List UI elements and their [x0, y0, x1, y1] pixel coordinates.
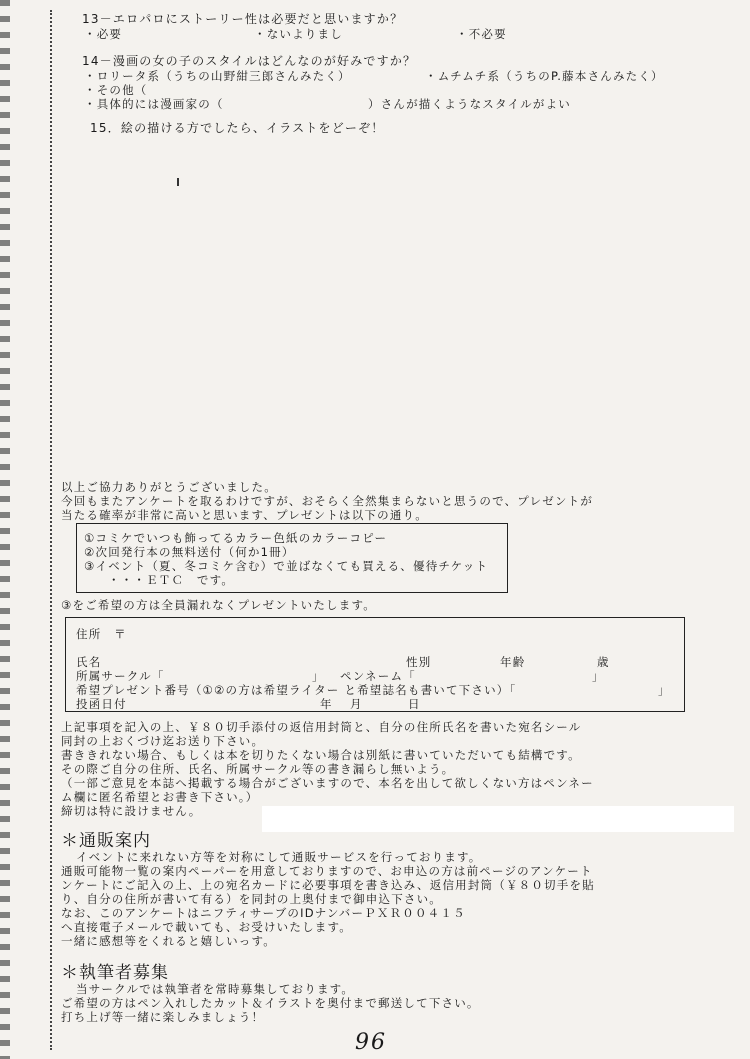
- redacted-area: [262, 806, 734, 832]
- mailorder-line-2: 通販可能物一覧の案内ペーパーを用意しておりますので、お申込の方は前ページのアンケート: [61, 864, 593, 878]
- form-wish-close: 」: [658, 683, 671, 697]
- mailorder-line-5: なお、このアンケートはニフティサーブのIDナンバーＰＸＲ００４１５: [61, 906, 466, 920]
- form-age-label: 年齢: [500, 655, 526, 669]
- ink-speck: [177, 178, 179, 186]
- mailorder-heading: ＊通販案内: [61, 831, 151, 851]
- q13-question: 13－エロパロにストーリー性は必要だと思いますか？: [82, 12, 404, 26]
- writers-line-1: 当サークルでは執筆者を常時募集しております。: [76, 982, 355, 996]
- form-date-label: 投函日付: [76, 697, 127, 711]
- thanks-line-3: 当たる確率が非常に高いと思います、プレゼントは以下の通り。: [61, 508, 428, 522]
- present-3: ③イベント（夏、冬コミケ含む）で並ばなくても買える、優待チケット: [84, 559, 489, 573]
- mailorder-line-6: へ直接電子メールで載いても、お受けいたします。: [61, 920, 352, 934]
- thanks-line-2: 今回もまたアンケートを取るわけですが、おそらく全然集まらないと思うので、プレゼントが: [61, 494, 594, 508]
- form-age-unit: 歳: [597, 655, 610, 669]
- q13-option-2: ・ないよりまし: [254, 27, 343, 41]
- page-number: 96: [355, 1030, 387, 1055]
- instruction-line-2: 同封の上おくづけ迄お送り下さい。: [61, 734, 265, 748]
- instruction-line-4: その際ご自分の住所、氏名、所属サークル等の書き漏らし無いよう。: [61, 762, 455, 776]
- present-note: ③をご希望の方は全員漏れなくプレゼントいたします。: [61, 598, 376, 612]
- q15-prompt: 15．絵の描ける方でしたら、イラストをどーぞ！: [90, 121, 385, 135]
- form-wish-label: 希望プレゼント番号（①②の方は希望ライター と希望誌名も書いて下さい）「: [76, 683, 517, 697]
- q14-option-1: ・ロリータ系（うちの山野紺三郎さんみたく）: [84, 69, 351, 83]
- dotted-margin-line: [50, 10, 52, 1050]
- form-address-label: 住所 〒: [76, 627, 127, 641]
- form-day-label: 日: [408, 697, 421, 711]
- q14-option-3: ・その他（: [84, 83, 148, 97]
- instruction-line-3: 書ききれない場合、もしくは本を切りたくない場合は別紙に書いていただいても結構です。: [61, 748, 581, 762]
- mailorder-line-7: 一緒に感想等をくれると嬉しいっす。: [61, 934, 276, 948]
- q13-option-3: ・不必要: [456, 27, 507, 41]
- instruction-line-1: 上記事項を記入の上、￥８０切手添付の返信用封筒と、自分の住所氏名を書いた宛名シール: [61, 720, 582, 734]
- form-penname-close: 」: [592, 669, 605, 683]
- address-form-box: [65, 617, 685, 712]
- mailorder-line-4: り、自分の住所が書いて有る）を同封の上奥付まで御申込下さい。: [61, 892, 442, 906]
- q14-question: 14－漫画の女の子のスタイルはどんなのが好みですか？: [82, 54, 417, 68]
- form-circle-label: 所属サークル「: [76, 669, 165, 683]
- writers-line-2: ご希望の方はペン入れしたカット＆イラストを奥付まで郵送して下さい。: [61, 996, 480, 1010]
- present-etc: ・・・ＥＴＣ です。: [108, 573, 235, 587]
- form-name-label: 氏名: [76, 655, 102, 669]
- form-sex-label: 性別: [406, 655, 432, 669]
- thanks-line-1: 以上ご協力ありがとうございました。: [61, 480, 277, 494]
- form-month-label: 月: [350, 697, 363, 711]
- q14-option-4a: ・具体的には漫画家の（: [84, 97, 224, 111]
- present-2: ②次回発行本の無料送付（何か1冊）: [84, 545, 295, 559]
- form-year-label: 年: [320, 697, 333, 711]
- q14-option-2: ・ムチムチ系（うちのP.藤本さんみたく）: [425, 69, 664, 83]
- form-circle-close: 」: [312, 669, 325, 683]
- form-penname-label: ペンネーム「: [340, 669, 416, 683]
- present-1: ①コミケでいつも飾ってるカラー色紙のカラーコピー: [84, 531, 388, 545]
- mailorder-line-3: ンケートにご記入の上、上の宛名カードに必要事項を書き込み、返信用封筒（￥８０切手を貼: [61, 878, 595, 892]
- q14-option-4b: ）さんが描くようなスタイルがよい: [368, 97, 571, 111]
- mailorder-line-1: イベントに来れない方等を対称にして通販サービスを行っております。: [76, 850, 482, 864]
- instruction-line-5: （一部ご意見を本誌へ掲載する場合がございますので、本名を出して欲しくない方はペンネー: [61, 776, 594, 790]
- writers-line-3: 打ち上げ等一緒に楽しみましょう！: [61, 1010, 265, 1024]
- instruction-line-7: 締切は特に設けません。: [61, 804, 202, 818]
- writers-heading: ＊執筆者募集: [61, 963, 169, 983]
- instruction-line-6: ム欄に匿名希望とお書き下さい。）: [61, 790, 259, 804]
- scan-edge: [0, 0, 10, 1059]
- q13-option-1: ・必要: [84, 27, 123, 41]
